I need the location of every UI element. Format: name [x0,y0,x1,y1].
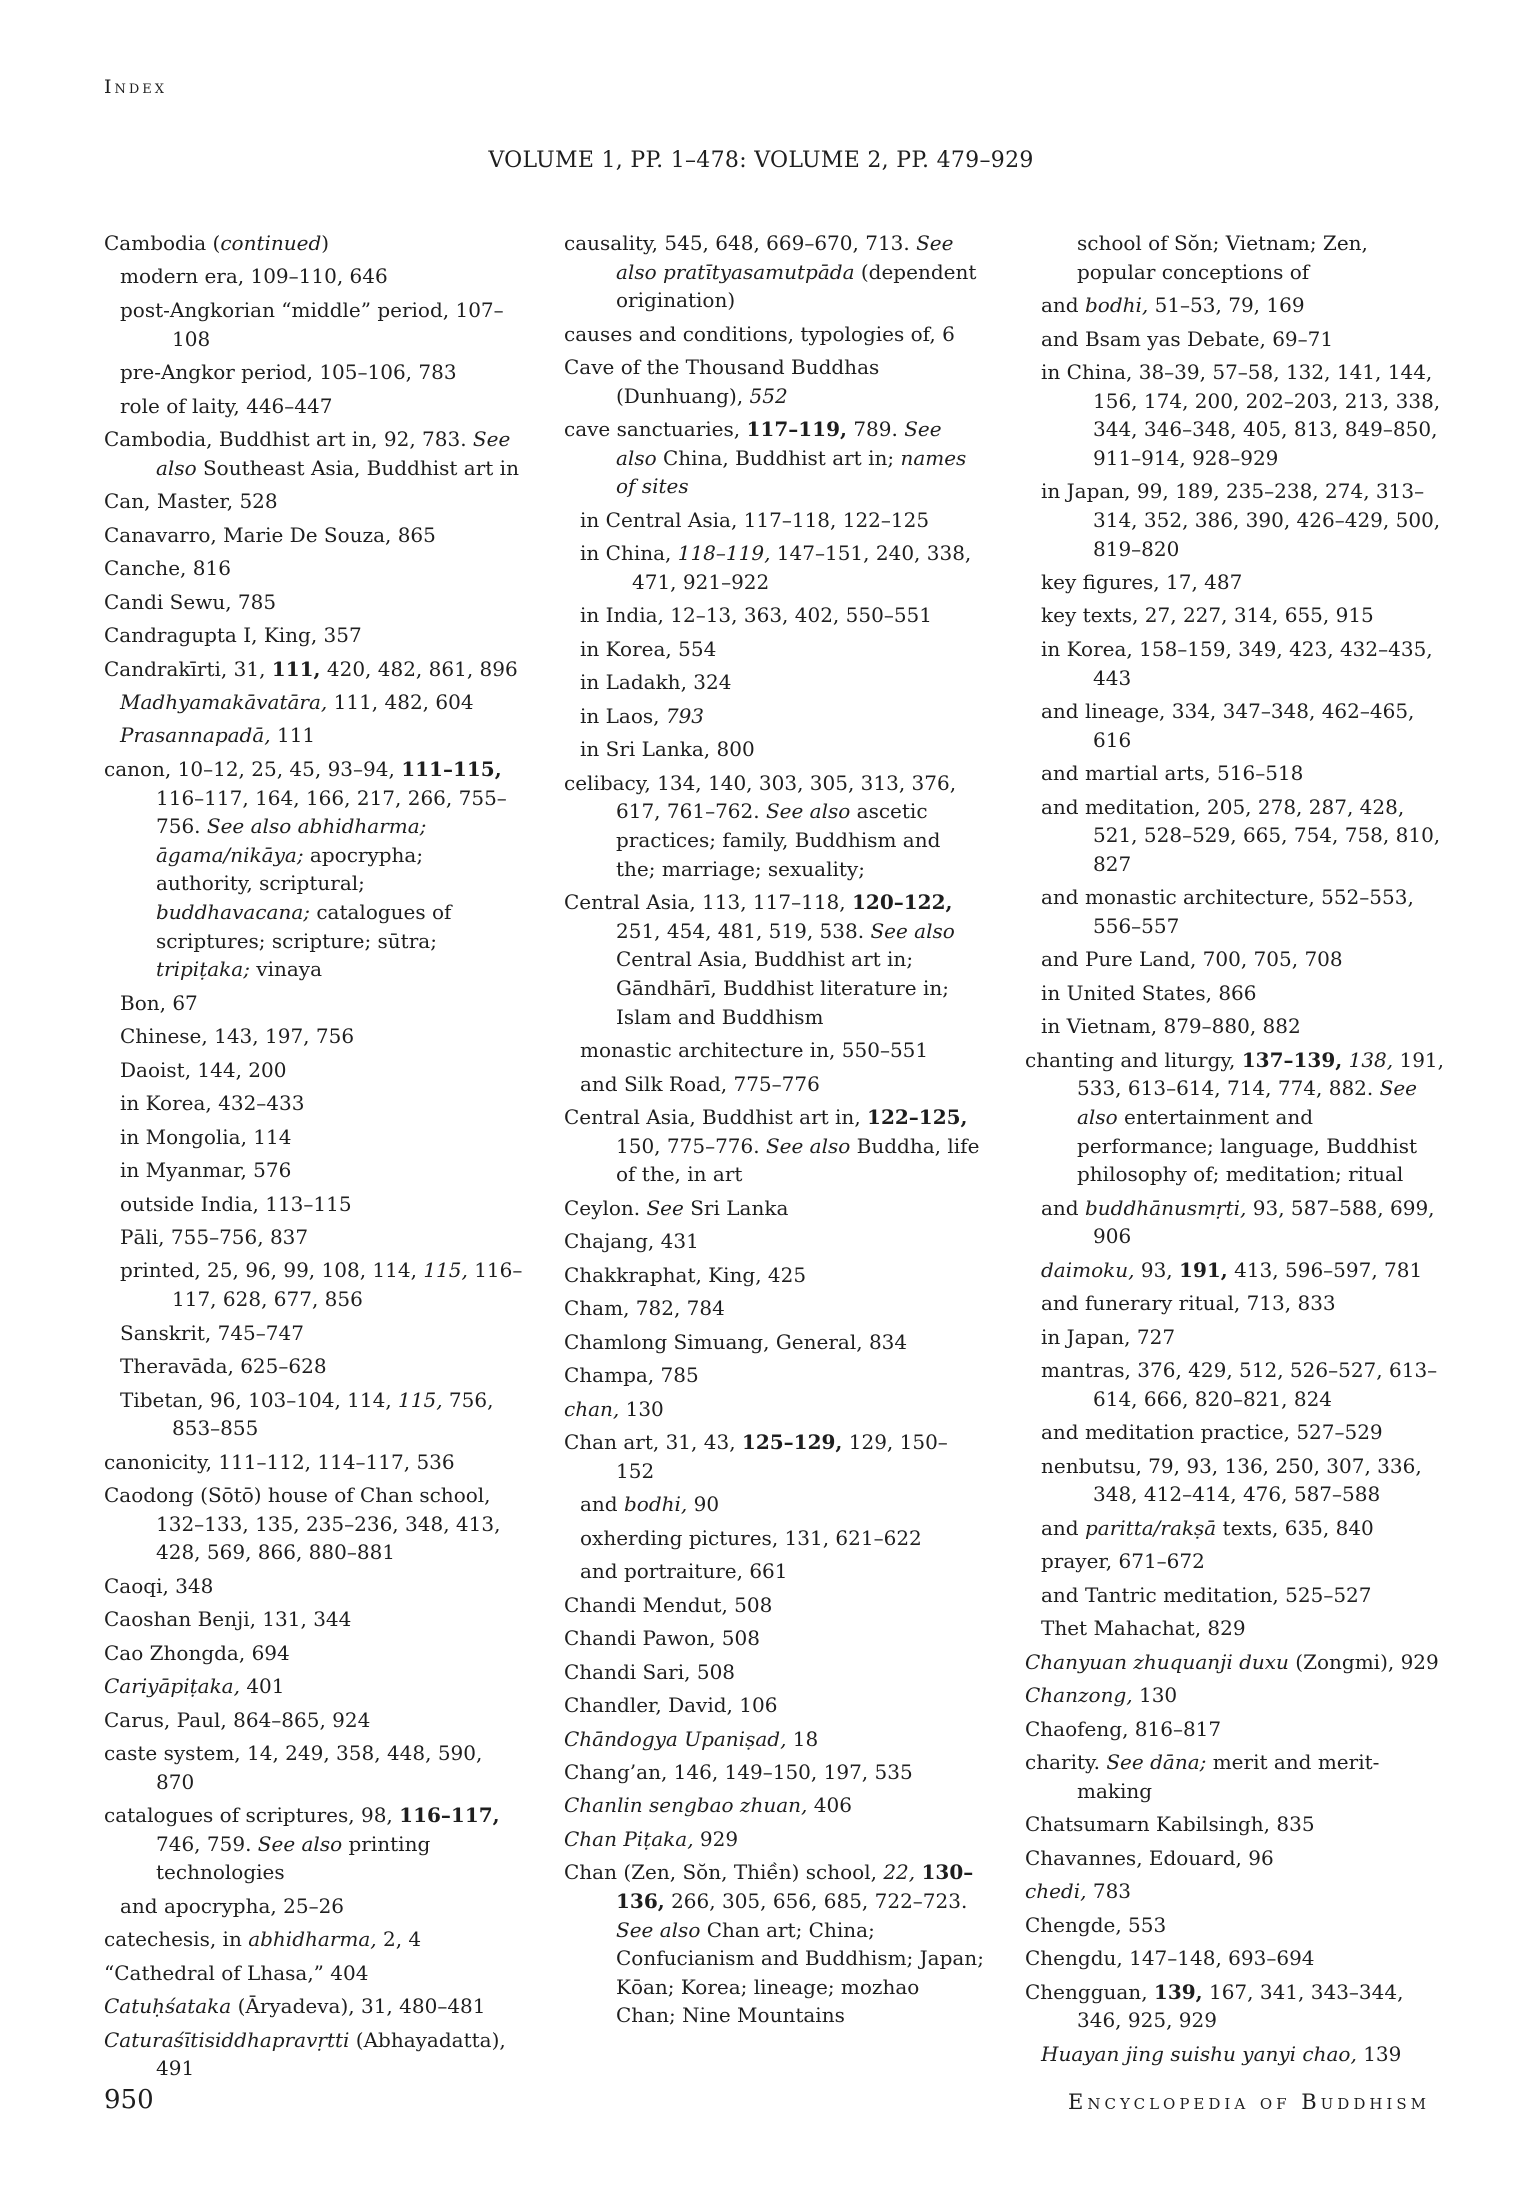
index-entry: Chengdu, 147–148, 693–694 [1025,1946,1315,1971]
index-entry: Candi Sewu, 785 [104,589,277,614]
index-column-1 [104,229,524,2088]
index-subentry: in India, 12–13, 363, 402, 550–551 [580,603,932,628]
index-entry: catechesis, in abhidharma, 2, 4 [104,1927,422,1952]
index-subentry: and meditation practice, 527–529 [1041,1420,1383,1445]
index-subentry: Chinese, 143, 197, 756 [120,1024,355,1049]
index-column-3 [1025,229,1445,2073]
index-entry: Chanzong, 130 [1025,1683,1178,1708]
index-column-2 [564,229,984,2035]
index-subentry: Theravāda, 625–628 [120,1354,327,1379]
index-entry: Caodong (Sōtō) house of Chan school, 132–133, 135, 235–236, 348, 413, 428, 569, 866, 880–881 [104,1483,501,1565]
index-entry: cave sanctuaries, 117–119, 789. See also China, Buddhist art in; names of sites [564,417,967,499]
index-entry: chan, 130 [564,1396,664,1421]
index-entry: Chengguan, 139, 167, 341, 343–344, 346, 925, 929 [1025,1979,1404,2033]
index-subentry: Prasannapadā, 111 [120,723,316,748]
index-subentry: prayer, 671–672 [1041,1549,1205,1574]
index-entry: Cambodia (continued) [104,231,330,255]
index-entry: Chengde, 553 [1025,1912,1167,1937]
index-subentry: in United States, 866 [1041,980,1257,1005]
index-subentry: and Bsam yas Debate, 69–71 [1041,326,1334,351]
index-entry: Cambodia, Buddhist art in, 92, 783. See also Southeast Asia, Buddhist art in [104,427,519,480]
index-subentry: in China, 38–39, 57–58, 132, 141, 144, 156, 174, 200, 202–203, 213, 338, 344, 346–348, 405, 813, 849–850, 911–914, 928–929 [1041,360,1441,470]
running-head: Index [104,76,168,98]
index-subentry: and Pure Land, 700, 705, 708 [1041,947,1343,972]
index-entry: charity. See dāna; merit and merit-making [1025,1750,1380,1803]
index-entry: Chajang, 431 [564,1229,699,1254]
index-subentry: in Mongolia, 114 [120,1124,292,1149]
index-subentry: in Korea, 432–433 [120,1091,305,1116]
index-subentry: in Korea, 158–159, 349, 423, 432–435, 443 [1041,636,1433,690]
index-subentry: and apocrypha, 25–26 [120,1893,345,1918]
index-subentry: in Japan, 99, 189, 235–238, 274, 313–314, 352, 386, 390, 426–429, 500, 819–820 [1041,479,1441,561]
index-entry: Chanlin sengbao zhuan, 406 [564,1793,852,1818]
index-subentry: Sanskrit, 745–747 [120,1320,304,1345]
index-entry: Canavarro, Marie De Souza, 865 [104,522,436,547]
index-subentry: and Tantric meditation, 525–527 [1041,1582,1372,1607]
index-subentry: in Central Asia, 117–118, 122–125 [580,507,930,532]
index-entry: Cao Zhongda, 694 [104,1640,290,1665]
index-entry: Chavannes, Edouard, 96 [1025,1845,1274,1870]
index-subentry: in China, 118–119, 147–151, 240, 338, 471, 921–922 [580,541,972,594]
index-subentry: Daoist, 144, 200 [120,1057,287,1082]
index-subentry: and monastic architecture, 552–553, 556–557 [1041,885,1414,938]
index-subentry: and lineage, 334, 347–348, 462–465, 616 [1041,699,1415,752]
index-subentry: in Myanmar, 576 [120,1158,292,1183]
index-subentry: and bodhi, 51–53, 79, 169 [1041,293,1305,318]
index-entry: Central Asia, 113, 117–118, 120–122, 251, 454, 481, 519, 538. See also Central Asia, Buddhist art in; Gāndhārī, Buddhist literature in; Islam and Buddhism [564,890,955,1029]
index-subentry: in Ladakh, 324 [580,670,732,695]
index-entry: Chan (Zen, Sŏn, Thiền) school, 22, 130–136, 266, 305, 656, 685, 722–723. See also Chan art; China; Confucianism and Buddhism; Japan; Kōan; Korea; lineage; mozhao Chan; Nine Mountains [564,1860,984,2028]
index-subentry: in Japan, 727 [1041,1324,1176,1349]
index-subentry: in Laos, 793 [580,703,705,728]
index-subentry: outside India, 113–115 [120,1191,352,1216]
index-subentry: post-Angkorian “middle” period, 107–108 [120,297,504,351]
index-entry: Cham, 782, 784 [564,1296,725,1321]
index-entry: Can, Master, 528 [104,489,278,514]
index-subentry: and martial arts, 516–518 [1041,761,1304,786]
index-entry: Candrakīrti, 31, 111, 420, 482, 861, 896 [104,656,518,681]
index-entry: Chamlong Simuang, General, 834 [564,1329,908,1354]
index-subentry: role of laity, 446–447 [120,393,333,418]
index-subentry: modern era, 109–110, 646 [120,264,388,289]
index-entry: Chandi Pawon, 508 [564,1626,760,1651]
index-subentry: monastic architecture in, 550–551 [580,1038,929,1063]
index-entry: Central Asia, Buddhist art in, 122–125, 150, 775–776. See also Buddha, life of the, in art [564,1104,980,1187]
book-title-footer: Encyclopedia of Buddhism [1068,2090,1430,2114]
index-entry: Chan art, 31, 43, 125–129, 129, 150–152 [564,1430,948,1483]
index-subentry: and Silk Road, 775–776 [580,1071,820,1096]
index-entry: Chāndogya Upaniṣad, 18 [564,1726,819,1751]
index-entry-continuation: school of Sŏn; Vietnam; Zen, popular conceptions of [1077,231,1368,284]
index-entry: Caoqi, 348 [104,1573,214,1598]
index-entry: Caturaśītisiddhapravṛtti (Abhayadatta), 491 [104,2027,506,2081]
index-subentry: and funerary ritual, 713, 833 [1041,1291,1336,1316]
index-entry: celibacy, 134, 140, 303, 305, 313, 376, 617, 761–762. See also ascetic practices; family, Buddhism and the; marriage; sexuality; [564,770,957,881]
index-entry: caste system, 14, 249, 358, 448, 590, 870 [104,1741,483,1794]
index-subentry: key texts, 27, 227, 314, 655, 915 [1041,603,1374,628]
index-subentry: and buddhānusmṛti, 93, 587–588, 699, 906 [1041,1195,1435,1249]
index-subentry: Madhyamakāvatāra, 111, 482, 604 [120,690,474,714]
index-entry: Caoshan Benji, 131, 344 [104,1607,352,1632]
index-subentry: nenbutsu, 79, 93, 136, 250, 307, 336, 348, 412–414, 476, 587–588 [1041,1453,1422,1507]
index-entry: Chandler, David, 106 [564,1693,778,1718]
index-subentry: in Vietnam, 879–880, 882 [1041,1014,1301,1039]
index-subentry: Bon, 67 [120,990,198,1015]
index-subentry: mantras, 376, 429, 512, 526–527, 613–614, 666, 820–821, 824 [1041,1358,1438,1411]
index-entry: Candragupta I, King, 357 [104,623,362,648]
index-entry: Cariyāpiṭaka, 401 [104,1674,285,1699]
index-entry: “Cathedral of Lhasa,” 404 [104,1960,369,1985]
index-subentry: Thet Mahachat, 829 [1041,1616,1246,1641]
index-subentry: Pāli, 755–756, 837 [120,1225,309,1249]
index-entry: Chanyuan zhuquanji duxu (Zongmi), 929 [1025,1649,1439,1674]
index-entry: Chandi Sari, 508 [564,1659,736,1684]
index-subentry: key figures, 17, 487 [1041,569,1243,594]
index-subentry: in Sri Lanka, 800 [580,737,755,762]
index-entry: Cave of the Thousand Buddhas (Dunhuang), 552 [564,355,880,408]
index-entry: Canche, 816 [104,556,231,581]
index-entry: Chang’an, 146, 149–150, 197, 535 [564,1760,913,1784]
volume-range-line: VOLUME 1, PP. 1–478: VOLUME 2, PP. 479–929 [488,148,1034,173]
index-entry: Chaofeng, 816–817 [1025,1716,1222,1741]
index-subentry: and meditation, 205, 278, 287, 428, 521, 528–529, 665, 754, 758, 810, 827 [1041,794,1441,876]
index-subentry: Tibetan, 96, 103–104, 114, 115, 756, 853–855 [120,1387,494,1441]
index-entry: chanting and liturgy, 137–139, 138, 191, 533, 613–614, 714, 774, 882. See also entertainment and performance; language, Buddhist philosophy of; meditation; ritual [1025,1047,1445,1187]
index-entry: Champa, 785 [564,1363,699,1388]
index-entry: causes and conditions, typologies of, 6 [564,321,955,346]
index-entry: chedi, 783 [1025,1879,1132,1904]
index-entry: Carus, Paul, 864–865, 924 [104,1707,371,1732]
index-entry: canon, 10–12, 25, 45, 93–94, 111–115, 116–117, 164, 166, 217, 266, 755–756. See also abhidharma; āgama/nikāya; apocrypha; authority, scriptural; buddhavacana; catalogues of scriptures; scripture; sūtra; tripiṭaka; vinaya [104,756,507,982]
page-number: 950 [104,2085,154,2115]
index-subentry: oxherding pictures, 131, 621–622 [580,1525,922,1550]
index-entry: Chakkraphat, King, 425 [564,1262,807,1287]
index-subentry: printed, 25, 96, 99, 108, 114, 115, 116–117, 628, 677, 856 [120,1258,523,1312]
index-entry: catalogues of scriptures, 98, 116–117, 746, 759. See also printing technologies [104,1803,500,1885]
index-subentry: and bodhi, 90 [580,1492,720,1517]
index-entry: Chatsumarn Kabilsingh, 835 [1025,1812,1315,1837]
index-entry: Chan Piṭaka, 929 [564,1826,739,1851]
index-subentry: and paritta/rakṣā texts, 635, 840 [1041,1515,1374,1540]
index-subentry: pre-Angkor period, 105–106, 783 [120,360,457,385]
index-entry: causality, 545, 648, 669–670, 713. See also pratītyasamutpāda (dependent origination) [564,231,977,313]
index-subentry: and portraiture, 661 [580,1559,788,1584]
index-subentry: in Korea, 554 [580,636,717,661]
index-entry: Ceylon. See Sri Lanka [564,1195,789,1220]
index-entry: Chandi Mendut, 508 [564,1592,773,1617]
index-subentry: Huayan jing suishu yanyi chao, 139 [1041,2041,1402,2066]
index-entry: Catuḥśataka (Āryadeva), 31, 480–481 [104,1994,486,2019]
index-subentry: daimoku, 93, 191, 413, 596–597, 781 [1041,1257,1423,1282]
index-entry: canonicity, 111–112, 114–117, 536 [104,1449,455,1474]
